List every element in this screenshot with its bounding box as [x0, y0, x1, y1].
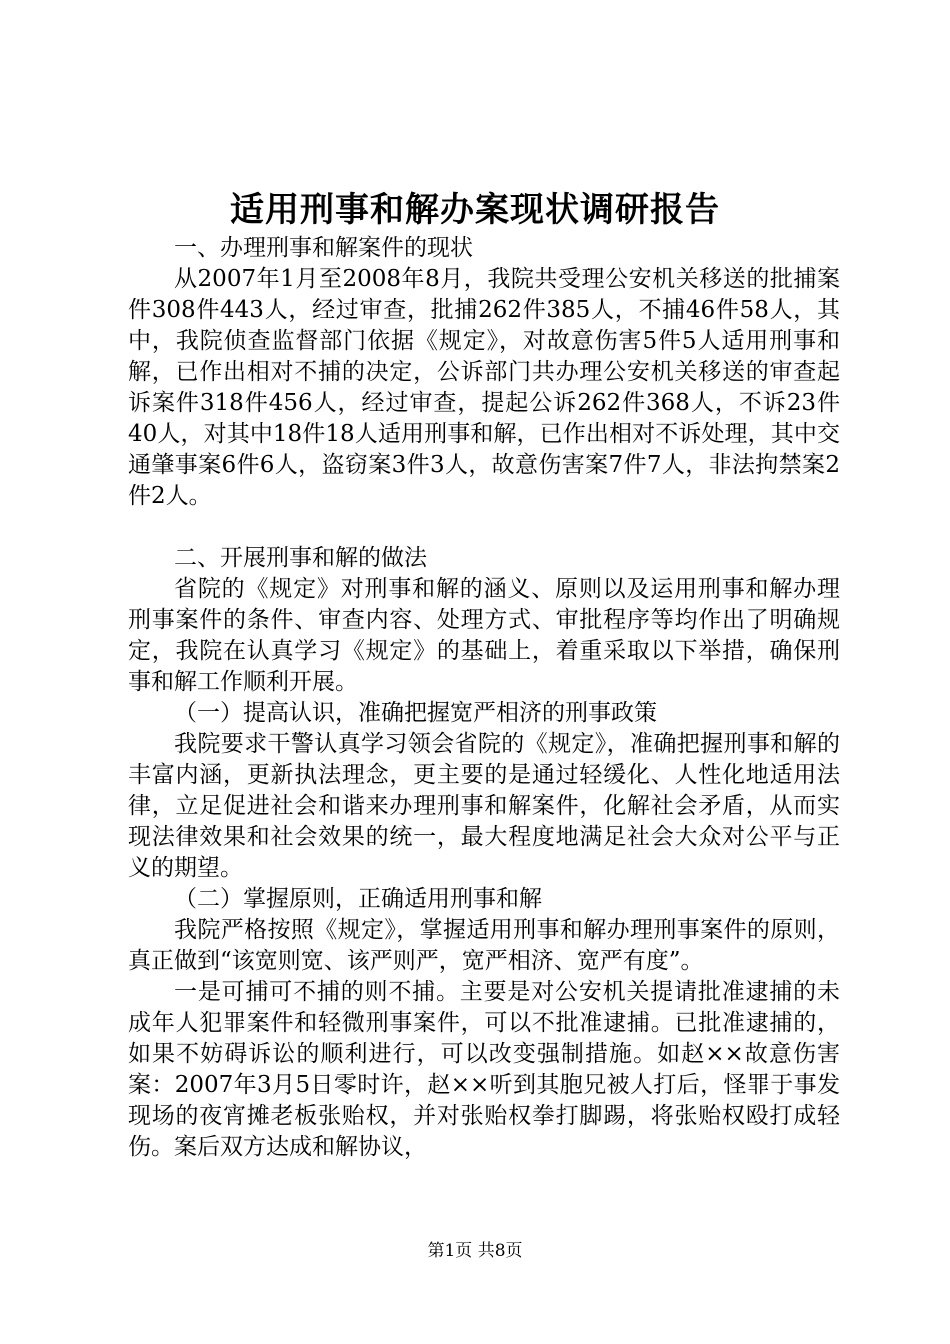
paragraph: 省院的《规定》对刑事和解的涵义、原则以及运用刑事和解办理刑事案件的条件、审查内容、处理方式、审批程序等均作出了明确规定，我院在认真学习《规定》的基础上，着重采取以下举措，确保刑事和解工作顺利开展。 — [128, 576, 840, 695]
paragraph: 我院严格按照《规定》，掌握适用刑事和解办理刑事案件的原则，真正做到“该宽则宽、该严则严，宽严相济、宽严有度”。 — [128, 917, 840, 974]
section-heading: 一、办理刑事和解案件的现状 — [174, 235, 473, 261]
paragraph: 我院要求干警认真学习领会省院的《规定》，准确把握刑事和解的丰富内涵，更新执法理念，更主要的是通过轻缓化、人性化地适用法律，立足促进社会和谐来办理刑事和解案件，化解社会矛盾，从而实现法律效果和社会效果的统一，最大程度地满足社会大众对公平与正义的期望。 — [128, 731, 840, 881]
page-footer: 第1页 共8页 — [427, 1241, 523, 1261]
document-body — [128, 233, 840, 1163]
subsection-heading: （二）掌握原则，正确适用刑事和解 — [174, 886, 542, 912]
section-heading: 二、开展刑事和解的做法 — [174, 545, 427, 571]
subsection-heading: （一）提高认识，准确把握宽严相济的刑事政策 — [174, 700, 657, 726]
paragraph: 从2007年1月至2008年8月，我院共受理公安机关移送的批捕案件308件443人，经过审查，批捕262件385人，不捕46件58人，其中，我院侦查监督部门依据《规定》，对故意伤害5件5人适用刑事和解，已作出相对不捕的决定，公诉部门共办理公安机关移送的审查起诉案件318件456人，经过审查，提起公诉262件368人，不诉23件40人，对其中18件18人适用刑事和解，已作出相对不诉处理，其中交通肇事案6件6人，盗窃案3件3人，故意伤害案7件7人，非法拘禁案2件2人。 — [128, 266, 840, 509]
blank-line — [128, 512, 840, 543]
document-title: 适用刑事和解办案现状调研报告 — [230, 190, 720, 230]
paragraph: 一是可捕可不捕的则不捕。主要是对公安机关提请批准逮捕的未成年人犯罪案件和轻微刑事案件，可以不批准逮捕。已批准逮捕的，如果不妨碍诉讼的顺利进行，可以改变强制措施。如赵××故意伤害案：2007年3月5日零时许，赵××听到其胞兄被人打后，怪罪于事发现场的夜宵摊老板张贻权，并对张贻权拳打脚踢，将张贻权殴打成轻伤。案后双方达成和解协议， — [128, 979, 840, 1160]
